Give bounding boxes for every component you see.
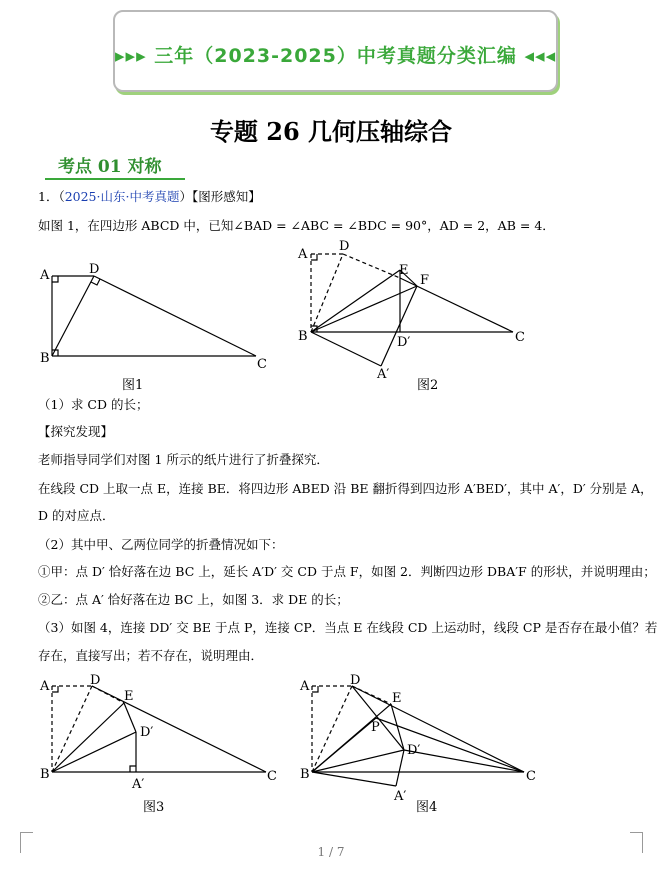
fig3-right-angle-A1 (130, 766, 136, 772)
fig1-right-angle-A (52, 276, 58, 282)
fig3-label-C: C (267, 769, 277, 784)
fig4-label-A-prime: A′ (394, 789, 407, 804)
fig4-label-B: B (300, 767, 310, 782)
problem-source-link[interactable]: 2025·山东·中考真题 (64, 189, 180, 204)
fig3-label-A: A (40, 679, 50, 694)
fig2-label-F: F (420, 273, 430, 288)
fig2-caption: 图2 (417, 378, 439, 393)
fig3-label-A-prime: A′ (132, 777, 145, 792)
question-2a: ①甲：点 D′ 恰好落在边 BC 上，延长 A′D′ 交 CD 于点 F，如图 2．判断四边形 DBA′F 的形状，并说明理由； (38, 564, 656, 579)
fig2-dashed-DE (343, 254, 400, 278)
question-2b: ②乙：点 A′ 恰好落在边 BC 上，如图 3．求 DE 的长； (38, 592, 349, 607)
fig4-label-D-prime: D′ (407, 743, 421, 758)
question-3-line-1: （3）如图 4，连接 DD′ 交 BE 于点 P，连接 CP．当点 E 在线段 CD 上运动时，线段 CP 是否存在最小值？若 (38, 620, 658, 635)
fig3-label-E: E (124, 689, 134, 704)
question-1: （1）求 CD 的长； (38, 397, 149, 412)
fig2-segment-A1F (381, 286, 417, 366)
header-banner (113, 10, 558, 92)
fig1-label-B: B (40, 351, 50, 366)
fig3-label-B: B (40, 767, 50, 782)
problem-tag: ）【图形感知】 (179, 189, 261, 204)
section-heading: 考点 01 对称 (58, 157, 162, 177)
fig2-label-D: D (339, 239, 350, 254)
fig3-label-D: D (90, 673, 101, 688)
figure-3 (36, 673, 286, 796)
figure-2 (295, 240, 535, 380)
fig2-label-A: A (298, 247, 308, 262)
fig1-segment-DC (94, 276, 256, 356)
fig2-label-E: E (399, 263, 409, 278)
fig4-segment-D1C (404, 750, 524, 772)
problem-line-1: 如图 1，在四边形 ABCD 中，已知∠BAD = ∠ABC = ∠BDC = 90°，AD = 2，AB = 4． (38, 218, 555, 233)
fig4-label-A: A (300, 679, 310, 694)
fig2-label-A-prime: A′ (377, 367, 390, 382)
problem-header (38, 189, 261, 205)
fold-description-2: D 的对应点． (38, 508, 115, 523)
fig3-label-D-prime: D′ (140, 725, 154, 740)
fig4-segment-PC (376, 718, 524, 772)
fig1-caption: 图1 (122, 378, 144, 393)
fig3-right-angle-A (52, 686, 58, 692)
fig3-segment-DC (92, 686, 266, 772)
banner-title: ▸▸▸ 三年（2023-2025）中考真题分类汇编 ◂◂◂ (115, 45, 557, 67)
section-underline (45, 178, 185, 180)
fig1-segment-BD (52, 276, 94, 356)
fig1-label-C: C (257, 357, 267, 372)
question-2: （2）其中甲、乙两位同学的折叠情况如下： (38, 537, 284, 552)
problem-number: 1．（ (38, 189, 65, 204)
page-number: 1 / 7 (317, 845, 345, 859)
fig3-segment-BE (52, 703, 124, 772)
fig1-label-D: D (89, 262, 100, 277)
fig4-segment-BA1 (312, 772, 396, 786)
fig2-segment-BE (311, 270, 400, 332)
figure-4 (296, 673, 546, 806)
figure-1 (36, 258, 276, 378)
explore-heading: 【探究发现】 (38, 424, 114, 439)
fig2-label-B: B (298, 329, 308, 344)
fold-description-1: 在线段 CD 上取一点 E，连接 BE．将四边形 ABED 沿 BE 翻折得到四边形 A′BED′，其中 A′，D′ 分别是 A， (38, 481, 653, 496)
fig2-label-D-prime: D′ (397, 335, 411, 350)
fig4-label-D: D (350, 673, 361, 688)
fig3-caption: 图3 (143, 800, 165, 815)
fig4-segment-A1D1 (396, 750, 404, 786)
fig4-label-P: P (371, 720, 380, 735)
page-title: 专题 26 几何压轴综合 (209, 117, 453, 146)
fig2-segment-BA1 (311, 332, 381, 366)
fig4-caption: 图4 (416, 800, 438, 815)
fig4-label-E: E (392, 691, 402, 706)
fig4-dashed-BD (312, 686, 352, 772)
explore-text: 老师指导同学们对图 1 所示的纸片进行了折叠探究． (38, 452, 329, 467)
fig1-label-A: A (40, 268, 50, 283)
fig2-right-angle-A (311, 254, 317, 260)
fig4-right-angle-A (312, 686, 318, 692)
fig3-segment-BD1 (52, 732, 136, 772)
question-3-line-2: 存在，直接写出；若不存在，说明理由． (38, 648, 264, 663)
fig3-dashed-BD (52, 686, 92, 772)
fig4-label-C: C (526, 769, 536, 784)
fig2-label-C: C (515, 330, 525, 345)
